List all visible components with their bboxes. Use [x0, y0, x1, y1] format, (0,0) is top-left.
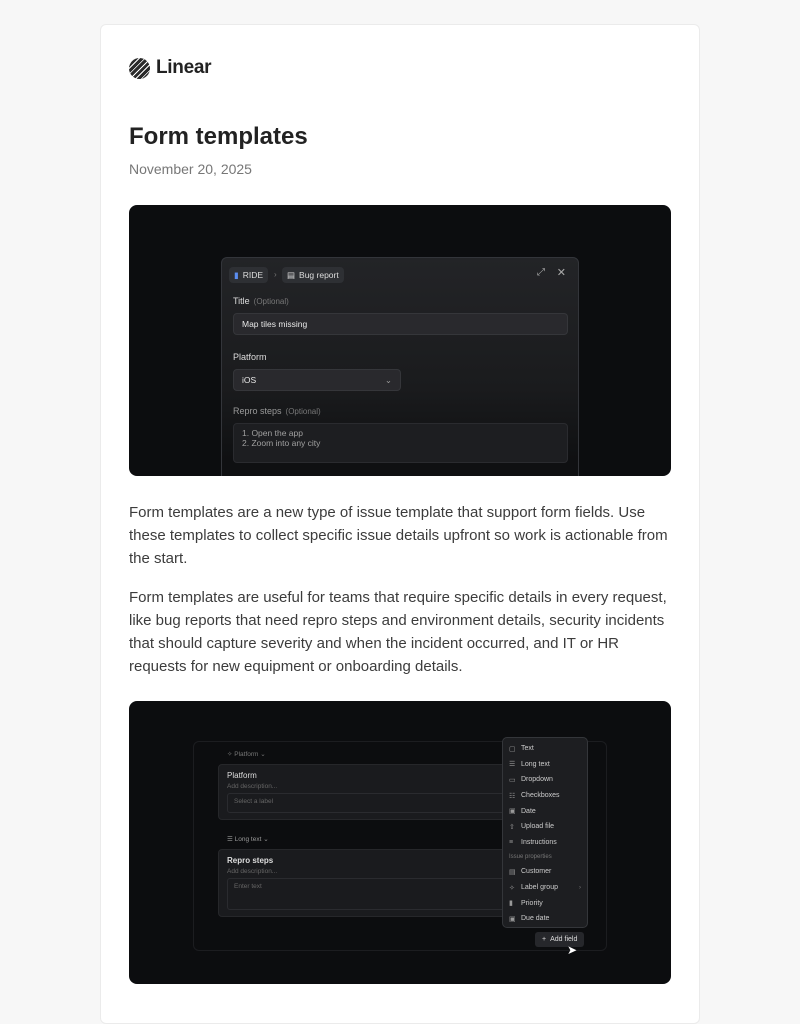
menu-item-date[interactable]: ▣ Date: [509, 807, 536, 816]
team-icon: ▮: [234, 269, 239, 280]
text-icon: ▢: [509, 745, 516, 753]
field-name: Platform: [227, 771, 257, 780]
team-name: RIDE: [242, 270, 263, 280]
menu-item-upload-file[interactable]: ⇧ Upload file: [509, 823, 555, 831]
post-date: November 20, 2025: [129, 161, 252, 177]
instructions-icon: ≡: [509, 838, 514, 846]
menu-item-label-group[interactable]: ✧ Label group ›: [509, 884, 581, 892]
repro-textarea[interactable]: [233, 423, 568, 463]
platform-select[interactable]: [233, 369, 401, 391]
field-card-platform: [218, 764, 508, 820]
breadcrumb-chevron-icon: ›: [274, 270, 277, 279]
expand-icon[interactable]: ⤢: [537, 267, 545, 278]
dropdown-icon: ▭: [509, 776, 516, 784]
issue-dialog: [221, 257, 579, 476]
platform-value: iOS: [242, 375, 257, 385]
template-name: Bug report: [299, 270, 339, 280]
paragraph-use-cases: Form templates are useful for teams that require specific details in every request, like bug reports that need repro steps and environment details, security incidents that should capture severity and when the incident occurred, and IT or HR requests for new equipment or onboarding details.: [129, 589, 667, 675]
add-field-menu: [502, 737, 588, 928]
title-label: Title (Optional): [233, 296, 289, 306]
linear-logo[interactable]: [129, 57, 211, 79]
cursor-icon: ➤: [567, 943, 578, 957]
menu-item-priority[interactable]: ▮ Priority: [509, 899, 543, 908]
close-icon[interactable]: ✕: [556, 267, 566, 279]
field-description[interactable]: Add description...: [227, 783, 278, 790]
field-type-platform[interactable]: ✧ Platform ⌄: [227, 751, 266, 758]
screenshot-bug-report-form: [129, 205, 671, 476]
repro-line: 1. Open the app: [242, 428, 303, 438]
menu-item-checkboxes[interactable]: ☷ Checkboxes: [509, 792, 560, 800]
title-input[interactable]: Map tiles missing: [233, 313, 568, 335]
screenshot-add-field-menu: [129, 701, 671, 984]
plus-icon: +: [542, 936, 547, 943]
calendar-icon: ▣: [509, 808, 516, 816]
template-chip: [282, 267, 344, 283]
document-icon: ▤: [287, 269, 296, 280]
field-description[interactable]: Add description...: [227, 868, 278, 875]
linear-logo-icon: [129, 58, 150, 79]
field-name: Repro steps: [227, 856, 274, 865]
priority-icon: ▮: [509, 900, 513, 908]
chevron-down-icon: ⌄: [384, 374, 392, 385]
long-text-icon: ☰: [509, 761, 516, 769]
team-chip: [229, 267, 268, 283]
menu-item-text[interactable]: ▢ Text: [509, 745, 534, 753]
platform-label: Platform: [233, 352, 267, 362]
menu-section-issue-properties: Issue properties: [509, 854, 552, 861]
calendar-icon: ▣: [509, 915, 516, 923]
page-title: Form templates: [129, 123, 308, 150]
customer-icon: ▤: [509, 868, 516, 876]
changelog-card: [100, 24, 700, 1024]
menu-item-dropdown[interactable]: ▭ Dropdown: [509, 776, 553, 784]
field-type-long-text[interactable]: ☰ Long text ⌄: [227, 836, 269, 843]
label-icon: ✧: [509, 884, 515, 892]
checkboxes-icon: ☷: [509, 792, 516, 800]
menu-item-customer[interactable]: ▤ Customer: [509, 868, 552, 876]
repro-line: 2. Zoom into any city: [242, 438, 321, 448]
brand-name: Linear: [156, 57, 212, 78]
menu-item-instructions[interactable]: ≡ Instructions: [509, 838, 557, 846]
field-card-repro: [218, 849, 508, 917]
upload-icon: ⇧: [509, 823, 515, 831]
menu-item-long-text[interactable]: ☰ Long text: [509, 760, 550, 769]
label-select[interactable]: Select a label: [227, 793, 507, 813]
repro-label: Repro steps (Optional): [233, 406, 321, 416]
chevron-right-icon: ›: [579, 884, 581, 891]
paragraph-intro: Form templates are a new type of issue template that support form fields. Use these templates to collect specific issue details upfront so work is actionable from the start.: [129, 504, 668, 567]
text-input[interactable]: Enter text: [227, 878, 507, 910]
add-field-button[interactable]: + Add field: [535, 932, 584, 947]
menu-item-due-date[interactable]: ▣ Due date: [509, 915, 550, 923]
